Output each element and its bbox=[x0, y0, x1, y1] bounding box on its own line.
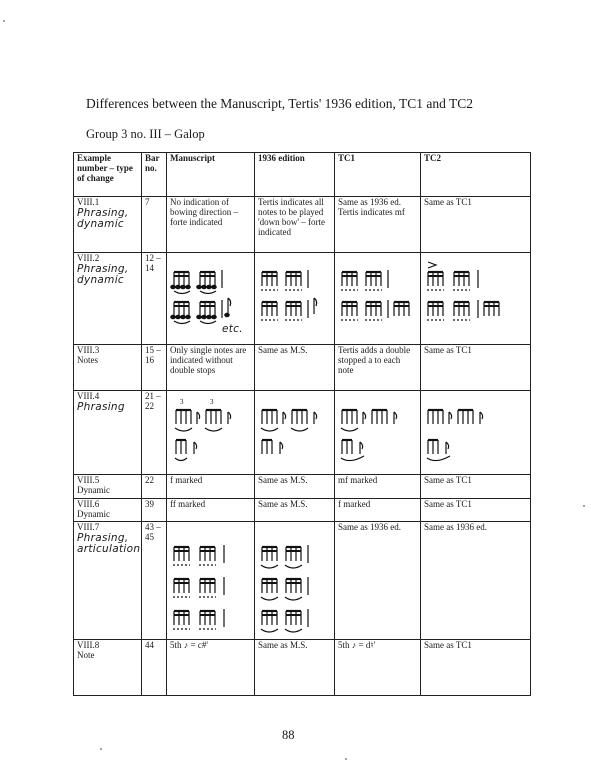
tc2-cell: Same as TC1 bbox=[421, 475, 531, 499]
bar-cell: 44 bbox=[142, 639, 167, 695]
example-cell bbox=[74, 391, 142, 475]
column-header: Example number – type of change bbox=[74, 153, 142, 197]
group-heading: Group 3 no. III – Galop bbox=[86, 127, 205, 141]
tc2-cell: Same as TC1 bbox=[421, 499, 531, 522]
music-notation-image bbox=[424, 258, 524, 332]
example-cell bbox=[74, 639, 142, 695]
table-row bbox=[74, 639, 531, 695]
example-number: VIII.1 bbox=[77, 197, 100, 207]
column-header: TC2 bbox=[421, 153, 531, 197]
beamed-group-row1 bbox=[171, 270, 222, 294]
example-cell bbox=[74, 521, 142, 639]
tc2-cell: Same as TC1 bbox=[421, 639, 531, 695]
music-notation-image bbox=[424, 396, 504, 468]
svg-text:3: 3 bbox=[180, 398, 184, 406]
example-cell bbox=[74, 197, 142, 253]
manuscript-cell: 5th ♪ = c#' bbox=[167, 639, 255, 695]
tc1-cell: Same as 1936 ed. bbox=[335, 521, 421, 639]
tc2-cell bbox=[421, 253, 531, 345]
bar-cell: 39 bbox=[142, 499, 167, 522]
example-number: VIII.7 bbox=[77, 521, 100, 532]
tc1-cell bbox=[335, 391, 421, 475]
change-type: Phrasing, dynamic bbox=[77, 262, 129, 287]
bar-cell: 21 – 22 bbox=[142, 391, 167, 475]
table-row bbox=[74, 475, 531, 499]
example-number: VIII.2 bbox=[77, 253, 100, 263]
tc1-cell bbox=[335, 253, 421, 345]
change-type: Dynamic bbox=[77, 484, 110, 495]
scan-speck bbox=[583, 505, 585, 507]
column-header: 1936 edition bbox=[255, 153, 335, 197]
table-row bbox=[74, 197, 531, 253]
scan-speck bbox=[3, 20, 5, 22]
example-cell bbox=[74, 475, 142, 499]
column-header: Manuscript bbox=[167, 153, 255, 197]
example-number: VIII.6 bbox=[77, 499, 100, 509]
bar-cell: 43 – 45 bbox=[142, 521, 167, 639]
bar-cell: 12 – 14 bbox=[142, 253, 167, 345]
music-notation-image bbox=[338, 396, 418, 468]
example-number: VIII.4 bbox=[77, 391, 100, 401]
music-notation-image bbox=[258, 396, 332, 468]
table-header-row bbox=[74, 153, 531, 197]
table-row bbox=[74, 499, 531, 522]
edition-1936-cell: Same as M.S. bbox=[255, 345, 335, 391]
page-number: 88 bbox=[282, 728, 295, 742]
etc-label: etc. bbox=[222, 323, 243, 335]
manuscript-cell bbox=[167, 521, 255, 639]
edition-1936-cell: Same as M.S. bbox=[255, 639, 335, 695]
change-type: Phrasing, articulation bbox=[77, 531, 141, 556]
scan-speck bbox=[100, 748, 102, 750]
edition-1936-cell: Same as M.S. bbox=[255, 499, 335, 522]
edition-1936-cell bbox=[255, 253, 335, 345]
bar-cell: 7 bbox=[142, 197, 167, 253]
music-notation-image bbox=[258, 258, 332, 332]
music-notation-image bbox=[170, 396, 250, 468]
tc2-cell: Same as TC1 bbox=[421, 345, 531, 391]
edition-1936-cell bbox=[255, 391, 335, 475]
tc2-cell: Same as TC1 bbox=[421, 197, 531, 253]
edition-1936-cell bbox=[255, 521, 335, 639]
change-type: Phrasing bbox=[77, 400, 125, 413]
tc2-cell bbox=[421, 391, 531, 475]
tc1-cell: mf marked bbox=[335, 475, 421, 499]
manuscript-cell: f marked bbox=[167, 475, 255, 499]
tc1-cell: Same as 1936 ed. Tertis indicates mf bbox=[335, 197, 421, 253]
change-type: Note bbox=[77, 649, 95, 660]
differences-table bbox=[73, 152, 531, 696]
tc2-cell: Same as 1936 ed. bbox=[421, 521, 531, 639]
manuscript-cell: No indication of bowing direction – forte indicated bbox=[167, 197, 255, 253]
music-notation-image bbox=[170, 258, 250, 332]
example-number: VIII.5 bbox=[77, 475, 100, 485]
example-cell bbox=[74, 499, 142, 522]
svg-text:3: 3 bbox=[210, 398, 214, 406]
manuscript-cell: ff marked bbox=[167, 499, 255, 522]
music-notation-image bbox=[170, 527, 240, 637]
music-notation-image bbox=[258, 527, 328, 637]
column-header: TC1 bbox=[335, 153, 421, 197]
example-cell bbox=[74, 253, 142, 345]
column-header: Bar no. bbox=[142, 153, 167, 197]
edition-1936-cell: Same as M.S. bbox=[255, 475, 335, 499]
tc1-cell: f marked bbox=[335, 499, 421, 522]
manuscript-cell bbox=[167, 253, 255, 345]
table-row bbox=[74, 391, 531, 475]
table-row bbox=[74, 521, 531, 639]
tc1-cell: 5th ♪ = d♮' bbox=[335, 639, 421, 695]
example-number: VIII.3 bbox=[77, 345, 100, 355]
beamed-group-row2 bbox=[171, 298, 231, 324]
change-type: Dynamic bbox=[77, 508, 110, 519]
bar-cell: 15 – 16 bbox=[142, 345, 167, 391]
music-notation-image bbox=[338, 258, 418, 332]
table-row bbox=[74, 253, 531, 345]
example-number: VIII.8 bbox=[77, 639, 100, 650]
manuscript-cell bbox=[167, 391, 255, 475]
page-title: Differences between the Manuscript, Tertis' 1936 edition, TC1 and TC2 bbox=[86, 96, 474, 111]
manuscript-cell: Only single notes are indicated without double stops bbox=[167, 345, 255, 391]
edition-1936-cell: Tertis indicates all notes to be played 'down bow' – forte indicated bbox=[255, 197, 335, 253]
example-cell bbox=[74, 345, 142, 391]
tc1-cell: Tertis adds a double stopped a to each note bbox=[335, 345, 421, 391]
table-row bbox=[74, 345, 531, 391]
bar-cell: 22 bbox=[142, 475, 167, 499]
change-type: Phrasing, dynamic bbox=[77, 206, 129, 231]
change-type: Notes bbox=[77, 354, 98, 365]
scan-speck bbox=[345, 758, 347, 760]
